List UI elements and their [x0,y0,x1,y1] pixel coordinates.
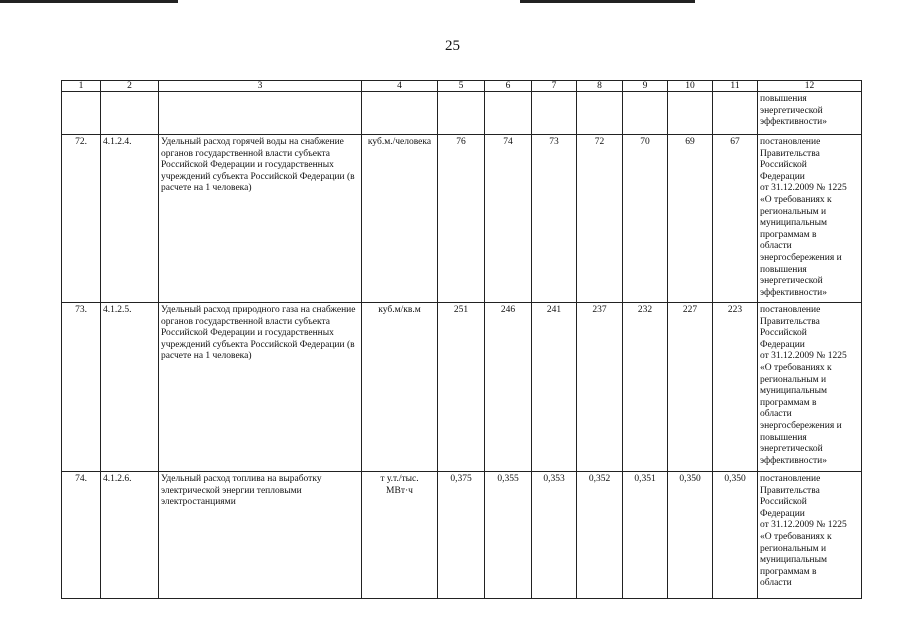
value-cell: 223 [713,303,758,472]
value-cell: 0,352 [577,472,623,599]
value-cell: 251 [438,303,485,472]
continuation-row [62,92,862,135]
indicator-code: 4.1.2.4. [101,135,159,303]
header-cell: 2 [101,81,159,92]
basis-cell: постановление Правительства Российской Федерации от 31.12.2009 № 1225 «О требованиях к региональным и муниципальным программам в области [758,472,862,599]
value-cell: 76 [438,135,485,303]
value-cell: 0,353 [532,472,577,599]
top-rule-right [520,0,695,3]
value-cell: 74 [485,135,532,303]
header-cell: 10 [668,81,713,92]
basis-cell: повышения энергетической эффективности» [758,92,862,135]
indicator-name: Удельный расход топлива на выработку электрической энергии тепловыми электростанциями [159,472,362,599]
value-cell: 241 [532,303,577,472]
basis-cell: постановление Правительства Российской Федерации от 31.12.2009 № 1225 «О требованиях к региональным и муниципальным программам в области энергосбережения и повышения энергетической эффективности» [758,135,862,303]
unit-cell: куб.м./человека [362,135,438,303]
value-cell: 73 [532,135,577,303]
top-rule-left [0,0,178,3]
header-cell: 3 [159,81,362,92]
empty-cell [438,92,485,135]
value-cell: 0,350 [668,472,713,599]
value-cell: 232 [623,303,668,472]
empty-cell [362,92,438,135]
value-cell: 237 [577,303,623,472]
header-row [62,81,862,92]
header-cell: 12 [758,81,862,92]
empty-cell [532,92,577,135]
empty-cell [101,92,159,135]
value-cell: 70 [623,135,668,303]
value-cell: 72 [577,135,623,303]
header-cell: 9 [623,81,668,92]
empty-cell [159,92,362,135]
empty-cell [623,92,668,135]
indicator-code: 4.1.2.5. [101,303,159,472]
header-cell: 1 [62,81,101,92]
header-cell: 11 [713,81,758,92]
table-row [62,303,862,472]
indicator-name: Удельный расход горячей воды на снабжение органов государственной власти субъекта Российской Федерации и государственных учреждений субъекта Российской Федерации (в расчете на 1 человека) [159,135,362,303]
row-number: 72. [62,135,101,303]
value-cell: 0,350 [713,472,758,599]
value-cell: 69 [668,135,713,303]
header-cell: 7 [532,81,577,92]
value-cell: 0,375 [438,472,485,599]
value-cell: 0,355 [485,472,532,599]
value-cell: 67 [713,135,758,303]
indicator-code: 4.1.2.6. [101,472,159,599]
unit-cell: т у.т./тыс. МВт·ч [362,472,438,599]
unit-cell: куб.м/кв.м [362,303,438,472]
empty-cell [577,92,623,135]
header-cell: 5 [438,81,485,92]
basis-cell: постановление Правительства Российской Федерации от 31.12.2009 № 1225 «О требованиях к региональным и муниципальным программам в области энергосбережения и повышения энергетической эффективности» [758,303,862,472]
header-cell: 8 [577,81,623,92]
table-row [62,135,862,303]
header-cell: 6 [485,81,532,92]
empty-cell [485,92,532,135]
value-cell: 227 [668,303,713,472]
row-number: 73. [62,303,101,472]
indicator-name: Удельный расход природного газа на снабжение органов государственной власти субъекта Российской Федерации и государственных учреждений субъекта Российской Федерации (в расчете на 1 человека) [159,303,362,472]
empty-cell [713,92,758,135]
table-row [62,472,862,599]
empty-cell [668,92,713,135]
row-number: 74. [62,472,101,599]
header-cell: 4 [362,81,438,92]
empty-cell [62,92,101,135]
value-cell: 246 [485,303,532,472]
value-cell: 0,351 [623,472,668,599]
page-number: 25 [445,38,460,54]
indicator-table [61,80,862,599]
